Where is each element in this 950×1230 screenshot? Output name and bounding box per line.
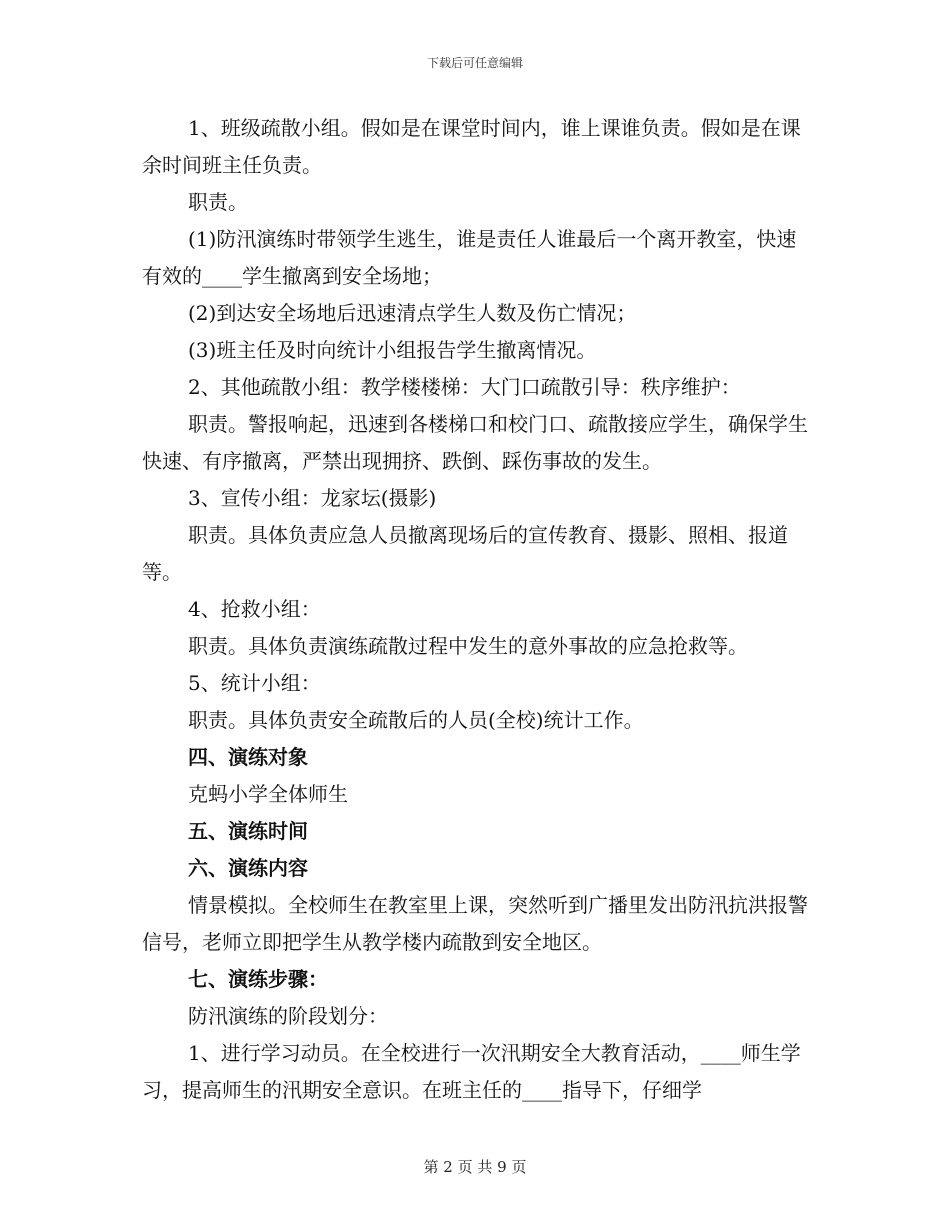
- paragraph-13: 职责。具体负责安全疏散后的人员(全校)统计工作。: [188, 708, 644, 732]
- paragraph-21: 1、进行学习动员。在全校进行一次汛期安全大教育活动，____师生学习，提高师生的汛期安全意识。在班主任的____指导下，仔细学: [142, 1041, 801, 1102]
- paragraph-12: 5、统计小组：: [188, 671, 321, 695]
- section-heading-6: 六、演练内容: [188, 856, 308, 880]
- page-header: 下载后可任意编辑: [426, 56, 523, 70]
- page-footer: 第 2 页 共 9 页: [423, 1158, 527, 1176]
- paragraph-15: 克蚂小学全体师生: [188, 782, 348, 806]
- paragraph-2: 职责。: [188, 190, 248, 214]
- paragraph-11: 职责。具体负责演练疏散过程中发生的意外事故的应急抢救等。: [188, 634, 748, 658]
- section-heading-4: 四、演练对象: [188, 745, 308, 769]
- paragraph-1: 1、班级疏散小组。假如是在课堂时间内，谁上课谁负责。假如是在课余时间班主任负责。: [142, 116, 801, 177]
- section-heading-5: 五、演练时间: [188, 819, 308, 843]
- section-heading-7: 七、演练步骤：: [188, 967, 328, 991]
- paragraph-6: 2、其他疏散小组：教学楼楼梯：大门口疏散引导：秩序维护：: [188, 375, 741, 399]
- paragraph-18: 情景模拟。全校师生在教室里上课，突然听到广播里发出防汛抗洪报警信号，老师立即把学生从教学楼内疏散到安全地区。: [142, 893, 808, 954]
- paragraph-9: 职责。具体负责应急人员撤离现场后的宣传教育、摄影、照相、报道等。: [142, 523, 788, 584]
- paragraph-8: 3、宣传小组：龙家坛(摄影): [188, 486, 437, 510]
- paragraph-20: 防汛演练的阶段划分：: [188, 1004, 388, 1028]
- paragraph-4: (2)到达安全场地后迅速清点学生人数及伤亡情况；: [188, 301, 637, 325]
- paragraph-3: (1)防汛演练时带领学生逃生，谁是责任人谁最后一个离开教室，快速有效的____学生撤离到安全场地；: [142, 227, 797, 288]
- paragraph-7: 职责。警报响起，迅速到各楼梯口和校门口、疏散接应学生，确保学生快速、有序撤离，严禁出现拥挤、跌倒、踩伤事故的发生。: [142, 412, 808, 473]
- paragraph-10: 4、抢救小组：: [188, 597, 321, 621]
- paragraph-5: (3)班主任及时向统计小组报告学生撤离情况。: [188, 338, 597, 362]
- document-body: [142, 110, 810, 1109]
